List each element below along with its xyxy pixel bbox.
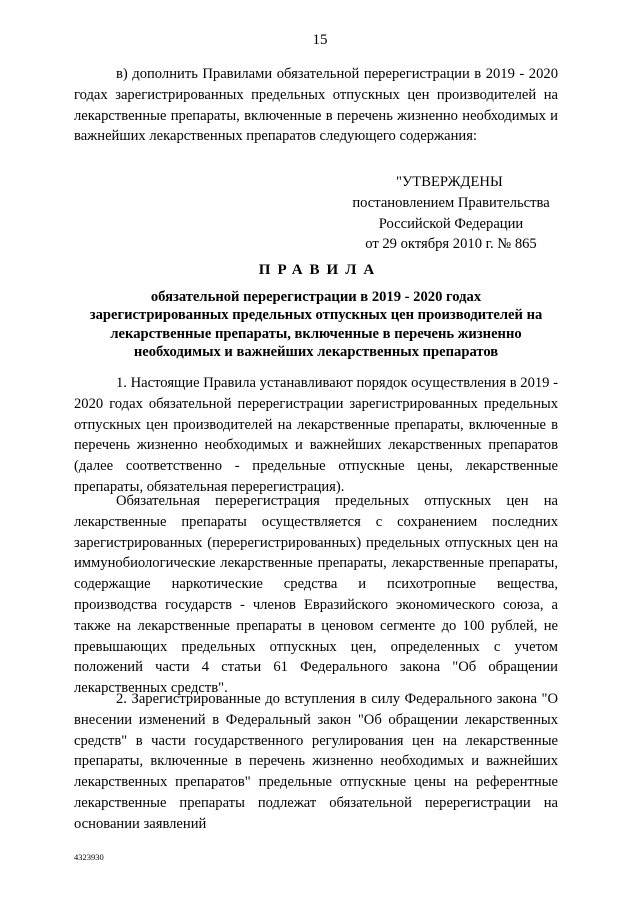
approval-line-2: Российской Федерации	[378, 215, 524, 232]
rules-title: ПРАВИЛА	[258, 262, 382, 278]
document-code: 4323930	[74, 852, 104, 862]
paragraph-1: 1. Настоящие Правила устанавливают порядок осуществления в 2019 - 2020 годах обязательной перерегистрации зарегистрированных предельных отпускных цен производителей на лекарственные препараты, включенные в перечень жизненно необходимых и важнейших лекарственных препаратов (далее соответственно - предельные отпускные цены, лекарственные препараты, обязательная перерегистрация).	[74, 375, 558, 495]
page-number: 15	[312, 32, 328, 48]
intro-paragraph: в) дополнить Правилами обязательной перерегистрации в 2019 - 2020 годах зарегистрированных предельных отпускных цен производителей на лекарственные препараты, включенные в перечень жизненно необходимых и важнейших лекарственных препаратов следующего содержания:	[74, 66, 558, 145]
approval-stamp	[346, 172, 556, 255]
approval-line-3: от 29 октября 2010 г. № 865	[365, 236, 537, 253]
paragraph-3: 2. Зарегистрированные до вступления в силу Федерального закона "О внесении изменений в Федеральный закон "Об обращении лекарственных средств" в части государственного регулирования цен на лекарственные препараты, включенные в перечень жизненно необходимых и важнейших лекарственных препаратов" предельные отпускные цены на референтные лекарственные препараты подлежат обязательной перерегистрации на основании заявлений	[74, 691, 558, 832]
approval-title: "УТВЕРЖДЕНЫ	[396, 174, 503, 190]
rules-subtitle: обязательной перерегистрации в 2019 - 2020 годах зарегистрированных предельных отпускных цен производителей на лекарственные препараты, включенные в перечень жизненно необходимых и важнейших лекарственных препаратов	[89, 289, 543, 361]
approval-line-1: постановлением Правительства	[352, 194, 550, 211]
paragraph-2: Обязательная перерегистрация предельных отпускных цен на лекарственные препараты осуществляется с сохранением последних зарегистрированных (перерегистрированных) предельных отпускных цен на иммунобиологические лекарственные препараты, лекарственные препараты, содержащие наркотические средства и психотропные вещества, производства государств - членов Евразийского экономического союза, а также на лекарственные препараты в ценовом сегменте до 100 рублей, не превышающих предельных отпускных цен, определенных с учетом положений части 4 статьи 61 Федерального закона "Об обращении лекарственных средств".	[74, 493, 558, 697]
